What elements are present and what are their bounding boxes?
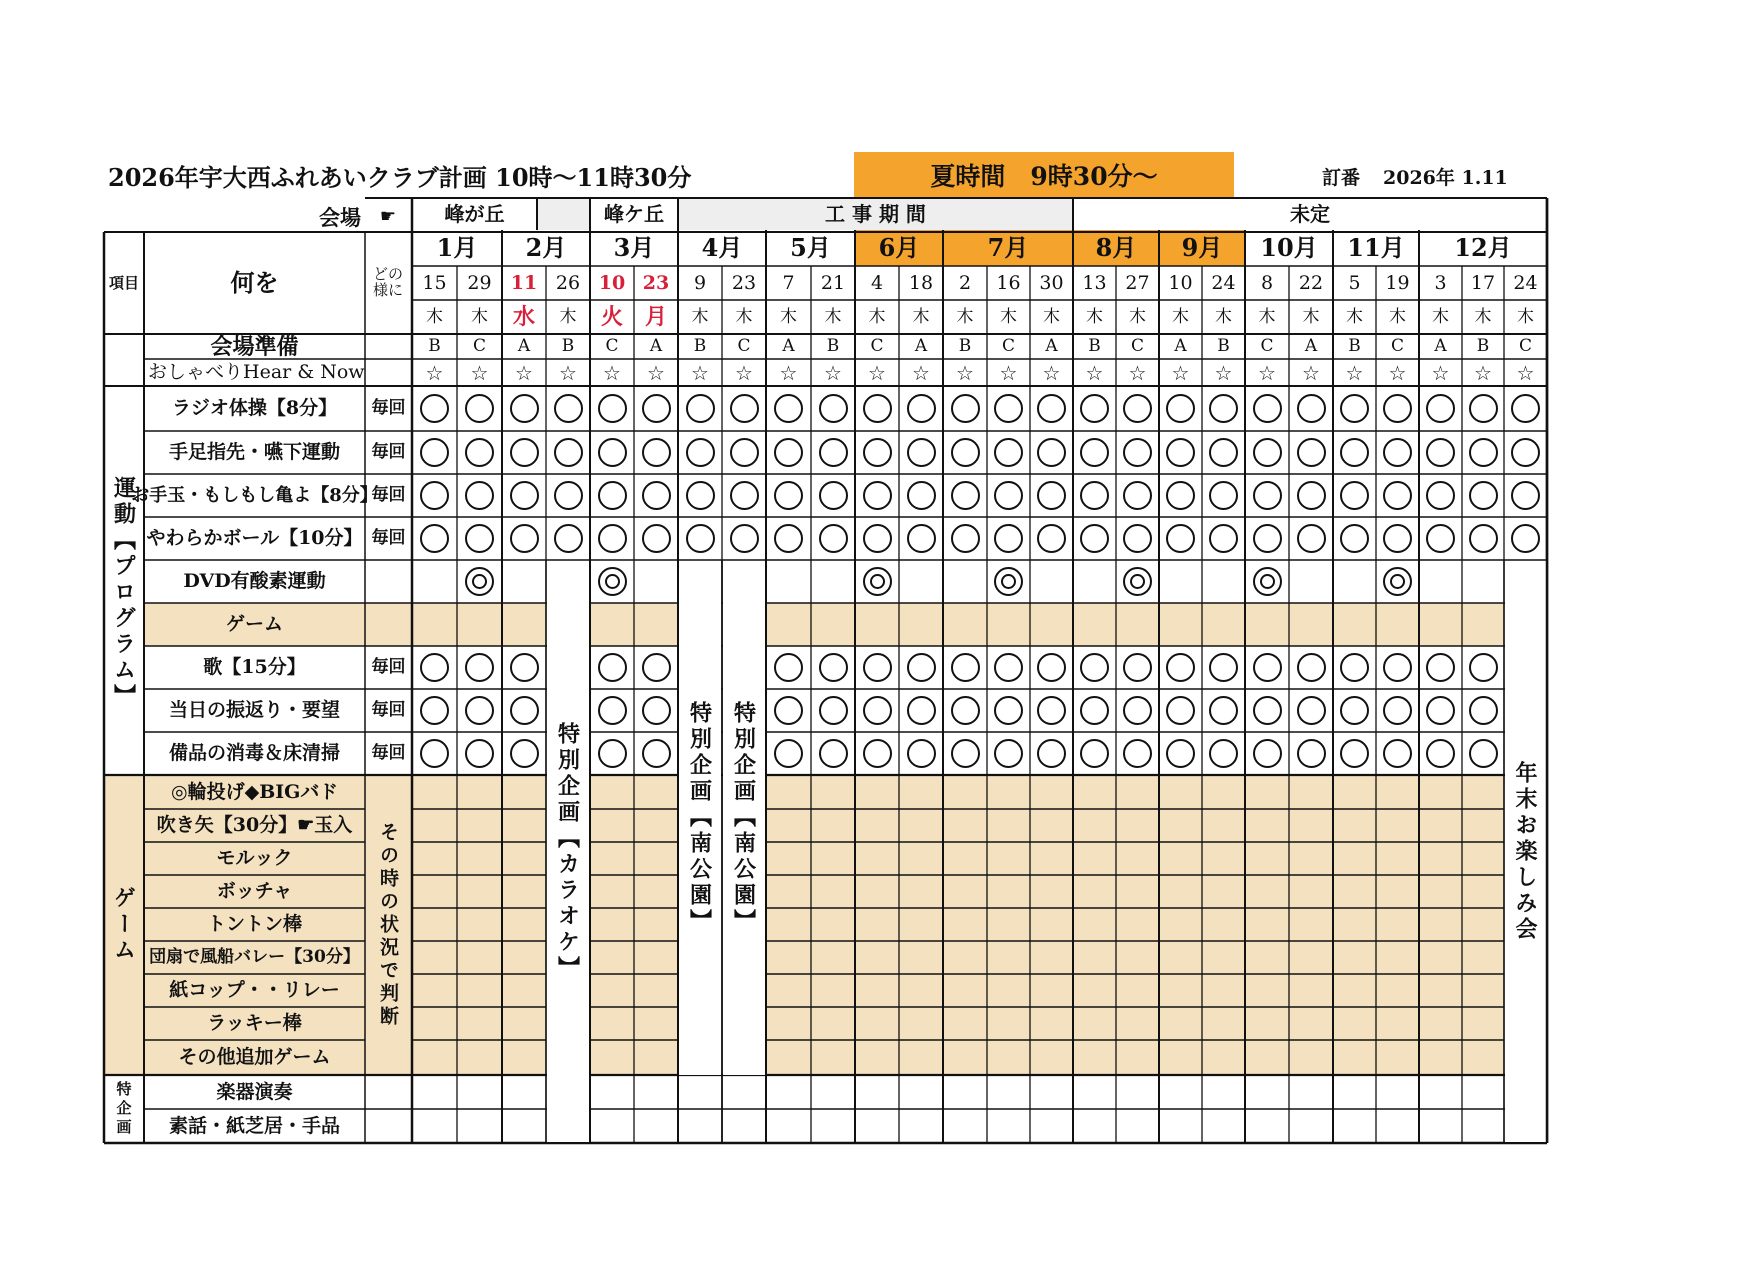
chat-star-cell: ☆ bbox=[868, 360, 886, 385]
chat-star-cell: ☆ bbox=[912, 360, 930, 385]
setup-label: 会場準備 bbox=[210, 333, 299, 360]
chat-star-cell: ☆ bbox=[1128, 360, 1147, 385]
venue-segment: 峰が丘 bbox=[444, 202, 505, 226]
setup-rotation-cell: C bbox=[472, 336, 486, 356]
date-cell: 2 bbox=[958, 271, 972, 294]
date-cell: 8 bbox=[1260, 271, 1274, 294]
date-cell: 24 bbox=[1211, 271, 1236, 294]
chat-star-cell: ☆ bbox=[425, 360, 444, 385]
weekday-cell: 木 bbox=[868, 306, 886, 327]
game-row-fill bbox=[1202, 603, 1245, 646]
game-cell-fill bbox=[1159, 775, 1202, 1075]
game-cell-fill bbox=[855, 775, 899, 1075]
date-cell: 26 bbox=[555, 271, 581, 294]
venue-gap-fill bbox=[537, 198, 590, 230]
game-cell-fill bbox=[590, 775, 634, 1075]
setup-rotation-cell: C bbox=[1518, 336, 1532, 356]
weekday-cell: 木 bbox=[1043, 306, 1060, 327]
game-row-label: 紙コップ・・リレー bbox=[169, 979, 340, 1001]
weekday-cell: 木 bbox=[1474, 306, 1492, 327]
weekday-cell: 月 bbox=[644, 304, 667, 330]
setup-rotation-cell: B bbox=[1088, 336, 1101, 356]
weekday-cell: 木 bbox=[559, 306, 577, 327]
chat-star-cell: ☆ bbox=[1042, 360, 1061, 385]
program-row-label: 手足指先・嚥下運動 bbox=[168, 441, 340, 463]
month-header: 4月 bbox=[701, 233, 743, 262]
setup-rotation-cell: B bbox=[1348, 336, 1361, 356]
setup-rotation-cell: C bbox=[737, 336, 751, 356]
month-header: 5月 bbox=[790, 233, 831, 262]
revision-date: 2026年 1.11 bbox=[1383, 167, 1508, 189]
weekday-cell: 木 bbox=[735, 306, 753, 327]
date-cell: 30 bbox=[1039, 271, 1064, 294]
chat-star-cell: ☆ bbox=[691, 360, 709, 385]
event-park-2-fill bbox=[723, 561, 765, 1075]
game-row-label: 吹き矢【30分】☛玉入 bbox=[156, 814, 353, 836]
weekday-cell: 木 bbox=[1215, 306, 1232, 327]
game-row-fill bbox=[1245, 603, 1289, 646]
game-cell-fill bbox=[987, 775, 1030, 1075]
weekday-cell: 木 bbox=[912, 306, 930, 327]
game-cell-fill bbox=[457, 775, 502, 1075]
program-row-label: DVD有酸素運動 bbox=[183, 570, 326, 592]
program-row-label: 備品の消毒＆床清掃 bbox=[168, 742, 340, 764]
date-cell: 3 bbox=[1434, 271, 1447, 294]
venue-segment: 未定 bbox=[1290, 202, 1330, 226]
setup-rotation-cell: C bbox=[605, 336, 619, 356]
game-row-label: その他追加ゲーム bbox=[178, 1046, 331, 1068]
program-row-label: 当日の振返り・要望 bbox=[168, 699, 340, 721]
every-time-label: 毎回 bbox=[371, 700, 406, 720]
chat-star-cell: ☆ bbox=[735, 360, 753, 385]
weekday-cell: 木 bbox=[956, 306, 974, 327]
setup-rotation-cell: A bbox=[1304, 336, 1318, 356]
setup-rotation-cell: A bbox=[782, 336, 795, 356]
setup-rotation-cell: B bbox=[561, 336, 575, 356]
date-cell: 15 bbox=[422, 271, 447, 294]
every-time-label: 毎回 bbox=[371, 528, 406, 548]
game-row-fill bbox=[1159, 603, 1202, 646]
weekday-cell: 木 bbox=[1000, 306, 1017, 327]
chat-star-cell: ☆ bbox=[515, 360, 533, 385]
chat-star-cell: ☆ bbox=[1258, 360, 1276, 385]
chat-star-cell: ☆ bbox=[1474, 360, 1492, 385]
program-row-label: 歌【15分】 bbox=[203, 656, 306, 678]
game-row-fill bbox=[144, 603, 412, 646]
event-karaoke: 特別企画【カラオケ】 bbox=[554, 721, 581, 982]
game-row-fill bbox=[634, 603, 678, 646]
game-row-fill bbox=[412, 603, 457, 646]
summer-month-fill bbox=[943, 230, 1073, 266]
date-cell: 16 bbox=[996, 271, 1021, 294]
game-cell-fill bbox=[899, 775, 943, 1075]
month-header: 7月 bbox=[987, 233, 1029, 262]
chat-star-cell: ☆ bbox=[824, 360, 842, 385]
game-row-fill bbox=[987, 603, 1030, 646]
group-label-game: ゲーム bbox=[110, 886, 137, 964]
game-cell-fill bbox=[1419, 775, 1462, 1075]
game-row-fill bbox=[1419, 603, 1462, 646]
event-year-end: 年末お楽しみ会 bbox=[1512, 760, 1538, 943]
chat-label: おしゃべりHear & Now bbox=[148, 361, 365, 383]
chat-star-cell: ☆ bbox=[1516, 360, 1535, 385]
setup-rotation-cell: A bbox=[649, 336, 663, 356]
weekday-cell: 木 bbox=[426, 306, 443, 327]
game-cell-fill bbox=[766, 775, 811, 1075]
month-header: 3月 bbox=[613, 233, 655, 262]
date-cell: 19 bbox=[1385, 271, 1410, 294]
chat-star-cell: ☆ bbox=[779, 360, 798, 385]
game-row-label: トントン棒 bbox=[206, 913, 302, 935]
chat-star-cell: ☆ bbox=[470, 360, 489, 385]
weekday-cell: 木 bbox=[1129, 306, 1146, 327]
revision-label: 訂番 bbox=[1322, 167, 1361, 189]
construction-period-fill bbox=[678, 198, 1073, 230]
date-cell: 23 bbox=[731, 271, 757, 294]
venue-label: 会場 bbox=[319, 204, 361, 230]
date-cell: 10 bbox=[598, 271, 626, 294]
chat-star-cell: ☆ bbox=[559, 360, 577, 385]
date-cell: 24 bbox=[1513, 271, 1538, 294]
game-row-fill bbox=[1073, 603, 1116, 646]
date-cell: 5 bbox=[1348, 271, 1361, 294]
month-header: 2月 bbox=[525, 233, 567, 262]
game-cell-fill bbox=[1462, 775, 1504, 1075]
date-cell: 10 bbox=[1168, 271, 1193, 294]
event-year-end-fill bbox=[1505, 561, 1546, 1142]
month-header: 9月 bbox=[1181, 233, 1223, 262]
setup-rotation-cell: C bbox=[1001, 336, 1015, 356]
month-header: 6月 bbox=[878, 233, 920, 262]
date-cell: 13 bbox=[1082, 271, 1107, 294]
program-row-label: ゲーム bbox=[225, 613, 283, 635]
chat-star-cell: ☆ bbox=[956, 360, 974, 385]
game-row-fill bbox=[1333, 603, 1376, 646]
game-row-fill bbox=[899, 603, 943, 646]
game-row-label: ボッチャ bbox=[216, 880, 293, 902]
weekday-cell: 木 bbox=[824, 306, 842, 327]
every-time-label: 毎回 bbox=[371, 485, 406, 505]
game-row-fill bbox=[766, 603, 811, 646]
game-cell-fill bbox=[634, 775, 678, 1075]
weekday-cell: 木 bbox=[1389, 306, 1406, 327]
plan-title: 2026年宇大西ふれあいクラブ計画 10時～11時30分 bbox=[108, 163, 692, 192]
group-label-special: 特企画 bbox=[114, 1080, 133, 1138]
game-cell-fill bbox=[943, 775, 987, 1075]
setup-rotation-cell: A bbox=[914, 336, 928, 356]
every-time-label: 毎回 bbox=[371, 398, 406, 418]
game-row-fill bbox=[943, 603, 987, 646]
weekday-cell: 木 bbox=[1346, 306, 1363, 327]
column-header-how: どの様に bbox=[373, 265, 404, 299]
game-row-fill bbox=[1289, 603, 1333, 646]
venue-segment: 峰ケ丘 bbox=[604, 202, 664, 226]
every-time-label: 毎回 bbox=[371, 657, 406, 677]
date-cell: 18 bbox=[908, 271, 934, 294]
weekday-cell: 火 bbox=[600, 304, 623, 330]
chat-star-cell: ☆ bbox=[1431, 360, 1450, 385]
weekday-cell: 水 bbox=[512, 304, 535, 330]
special-row-label: 素話・紙芝居・手品 bbox=[168, 1114, 340, 1137]
special-row-label: 楽器演奏 bbox=[216, 1080, 293, 1103]
group-label-exercise: 運動【プログラム】 bbox=[110, 476, 137, 710]
date-cell: 17 bbox=[1470, 271, 1496, 294]
date-cell: 7 bbox=[782, 271, 795, 294]
game-row-fill bbox=[855, 603, 899, 646]
game-cell-fill bbox=[1376, 775, 1419, 1075]
chat-star-cell: ☆ bbox=[1214, 360, 1233, 385]
date-cell: 27 bbox=[1125, 271, 1150, 294]
program-row-label: お手玉・もしもし亀よ【8分】 bbox=[131, 484, 378, 506]
date-cell: 22 bbox=[1298, 271, 1324, 294]
game-row-fill bbox=[457, 603, 502, 646]
weekday-cell: 木 bbox=[691, 306, 709, 327]
event-park-2: 特別企画【南公園】 bbox=[730, 701, 757, 935]
weekday-cell: 木 bbox=[471, 306, 488, 327]
game-note-label: その時の状況で判断 bbox=[377, 821, 399, 1029]
chat-star-cell: ☆ bbox=[1345, 360, 1364, 385]
game-row-label: ◎輪投げ◆BIGバド bbox=[171, 780, 338, 803]
setup-rotation-cell: B bbox=[693, 336, 707, 356]
summer-month-fill bbox=[855, 230, 943, 266]
game-row-fill bbox=[1376, 603, 1419, 646]
weekday-cell: 木 bbox=[1432, 306, 1449, 327]
setup-rotation-cell: B bbox=[428, 336, 441, 356]
date-cell: 11 bbox=[510, 271, 538, 294]
setup-rotation-cell: C bbox=[1260, 336, 1274, 356]
chat-star-cell: ☆ bbox=[999, 360, 1018, 385]
chat-star-cell: ☆ bbox=[603, 360, 621, 385]
month-header: 8月 bbox=[1095, 233, 1137, 262]
game-cell-fill bbox=[1289, 775, 1333, 1075]
column-header-item: 項目 bbox=[108, 273, 139, 292]
setup-rotation-cell: B bbox=[958, 336, 972, 356]
chat-star-cell: ☆ bbox=[1388, 360, 1407, 385]
month-header: 1月 bbox=[436, 233, 478, 262]
game-row-label: ラッキー棒 bbox=[207, 1012, 302, 1034]
weekday-cell: 木 bbox=[1517, 306, 1534, 327]
game-row-fill bbox=[811, 603, 855, 646]
summer-month-fill bbox=[1073, 230, 1159, 266]
game-cell-fill bbox=[1030, 775, 1073, 1075]
month-header: 12月 bbox=[1454, 233, 1512, 262]
weekday-cell: 木 bbox=[1086, 306, 1103, 327]
setup-rotation-cell: A bbox=[517, 336, 531, 356]
game-row-fill bbox=[590, 603, 634, 646]
month-header: 10月 bbox=[1260, 233, 1318, 262]
event-park-1-fill bbox=[679, 561, 721, 1075]
setup-rotation-cell: B bbox=[1217, 336, 1230, 356]
summer-month-fill bbox=[1159, 230, 1245, 266]
event-karaoke-fill bbox=[547, 561, 589, 1142]
date-cell: 21 bbox=[820, 271, 846, 294]
game-row-label: 団扇で風船バレー【30分】 bbox=[149, 947, 360, 967]
game-cell-fill bbox=[1245, 775, 1289, 1075]
game-row-fill bbox=[1462, 603, 1504, 646]
date-cell: 29 bbox=[467, 271, 492, 294]
setup-rotation-cell: C bbox=[1390, 336, 1404, 356]
date-cell: 4 bbox=[870, 271, 884, 294]
weekday-cell: 木 bbox=[1258, 306, 1276, 327]
game-row-fill bbox=[502, 603, 546, 646]
every-time-label: 毎回 bbox=[371, 442, 406, 462]
setup-rotation-cell: C bbox=[1130, 336, 1144, 356]
program-row-label: ラジオ体操【8分】 bbox=[171, 397, 338, 419]
chat-star-cell: ☆ bbox=[1302, 360, 1320, 385]
date-cell: 9 bbox=[693, 271, 707, 294]
weekday-cell: 木 bbox=[1172, 306, 1189, 327]
game-row-fill bbox=[1030, 603, 1073, 646]
game-cell-fill bbox=[502, 775, 546, 1075]
game-row-label: モルック bbox=[216, 847, 293, 869]
game-cell-fill bbox=[1333, 775, 1376, 1075]
game-cell-fill bbox=[1116, 775, 1159, 1075]
game-cell-fill bbox=[811, 775, 855, 1075]
month-header: 11月 bbox=[1347, 233, 1405, 262]
event-park-1: 特別企画【南公園】 bbox=[686, 701, 713, 935]
weekday-cell: 木 bbox=[1302, 306, 1320, 327]
chat-star-cell: ☆ bbox=[647, 360, 665, 385]
weekday-cell: 木 bbox=[780, 306, 797, 327]
venue-segment: 工 事 期 間 bbox=[825, 202, 926, 226]
setup-rotation-cell: B bbox=[826, 336, 840, 356]
summer-time-banner: 夏時間 9時30分～ bbox=[854, 152, 1234, 198]
setup-rotation-cell: B bbox=[1476, 336, 1490, 356]
program-row-label: やわらかボール【10分】 bbox=[146, 527, 363, 549]
column-header-what: 何を bbox=[230, 268, 279, 297]
setup-rotation-cell: A bbox=[1434, 336, 1447, 356]
game-row-fill bbox=[1116, 603, 1159, 646]
date-cell: 23 bbox=[642, 271, 670, 294]
game-cell-fill bbox=[1073, 775, 1116, 1075]
setup-rotation-cell: A bbox=[1045, 336, 1058, 356]
setup-rotation-cell: C bbox=[870, 336, 884, 356]
chat-star-cell: ☆ bbox=[1085, 360, 1104, 385]
chat-star-cell: ☆ bbox=[1171, 360, 1190, 385]
game-cell-fill bbox=[1202, 775, 1245, 1075]
every-time-label: 毎回 bbox=[371, 743, 406, 763]
game-cell-fill bbox=[412, 775, 457, 1075]
pointing-hand-icon: ☛ bbox=[379, 206, 397, 227]
setup-rotation-cell: A bbox=[1174, 336, 1187, 356]
